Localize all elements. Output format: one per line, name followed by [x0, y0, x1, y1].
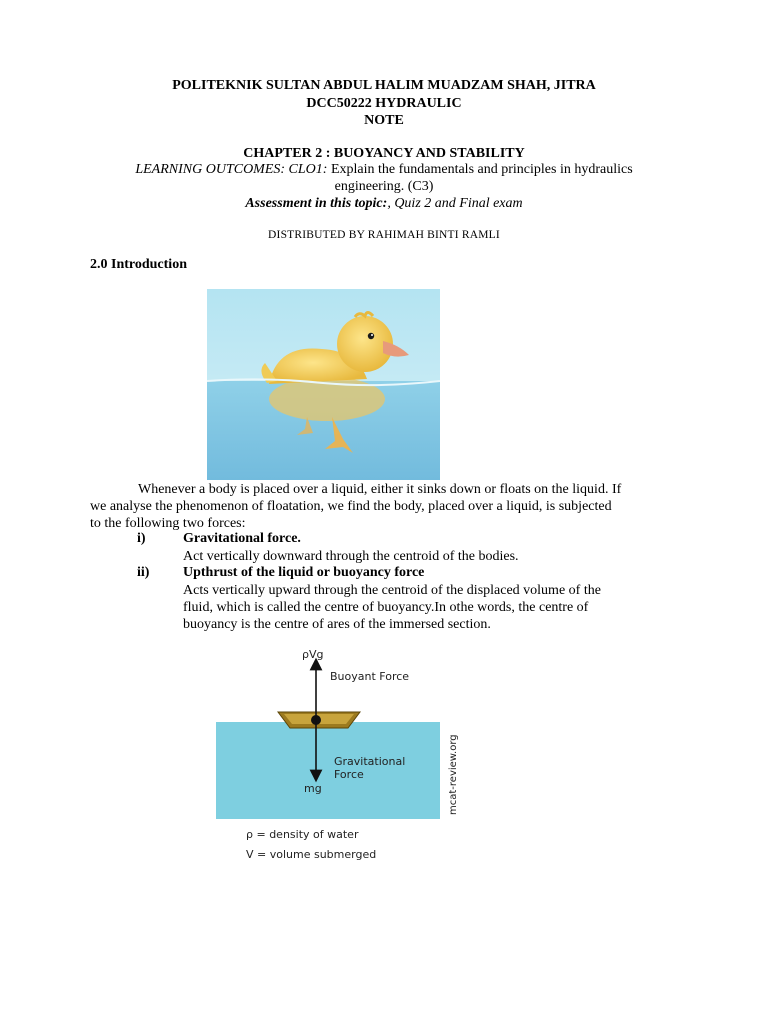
item-1-number: i) [137, 531, 146, 546]
watermark-text: mcat-review.org [448, 734, 459, 815]
item-2-line: buoyancy is the centre of ares of the immersed section. [183, 617, 491, 632]
duckling-image [207, 289, 440, 480]
distributed-by: DISTRIBUTED BY RAHIMAH BINTI RAMLI [268, 229, 500, 241]
item-2-title: Upthrust of the liquid or buoyancy force [183, 565, 425, 580]
item-2-line: Acts vertically upward through the centroid of the displaced volume of the [183, 583, 601, 598]
item-2-number: ii) [137, 565, 150, 580]
institution-title: POLITEKNIK SULTAN ABDUL HALIM MUADZAM SHAH, JITRA [172, 78, 596, 93]
item-1-body [183, 548, 663, 565]
item-2-line: fluid, which is called the centre of buoyancy.In othe words, the centre of [183, 600, 589, 615]
chapter-title: CHAPTER 2 : BUOYANCY AND STABILITY [243, 146, 525, 161]
gravitational-label-2: Force [334, 768, 364, 781]
intro-line-1-text: Whenever a body is placed over a liquid, either it sinks down or floats on the liquid. If [138, 482, 622, 497]
assessment-text: , Quiz 2 and Final exam [387, 196, 523, 211]
section-title: 2.0 Introduction [90, 257, 187, 272]
legend-volume: V = volume submerged [246, 848, 377, 861]
item-1-title: Gravitational force. [183, 531, 301, 546]
course-title: DCC50222 HYDRAULIC [306, 96, 462, 111]
learning-outcomes-cont: engineering. (C3) [334, 179, 434, 194]
intro-line-2: we analyse the phenomenon of floatation, we find the body, placed over a liquid, is subjected [90, 499, 612, 514]
assessment-label: Assessment in this topic: [245, 196, 388, 211]
legend-density: ρ = density of water [246, 828, 359, 841]
note-title: NOTE [364, 113, 404, 128]
assessment-line [0, 195, 768, 212]
rho-vg-label: ρVg [302, 648, 324, 661]
intro-line-1 [90, 481, 680, 498]
item-2-body [183, 582, 663, 633]
learning-outcomes [0, 161, 768, 178]
mg-label: mg [304, 782, 322, 795]
intro-line-3: to the following two forces: [90, 516, 246, 531]
learning-outcomes-text: Explain the fundamentals and principles in hydraulics [327, 162, 633, 177]
gravitational-label-1: Gravitational [334, 755, 406, 768]
learning-outcomes-label: LEARNING OUTCOMES: CLO1: [135, 162, 328, 177]
water-tank [216, 722, 440, 819]
buoyant-force-label: Buoyant Force [330, 670, 410, 683]
item-1-line: Act vertically downward through the centroid of the bodies. [183, 549, 519, 564]
intro-paragraph [90, 481, 680, 532]
buoyancy-diagram [210, 640, 470, 870]
